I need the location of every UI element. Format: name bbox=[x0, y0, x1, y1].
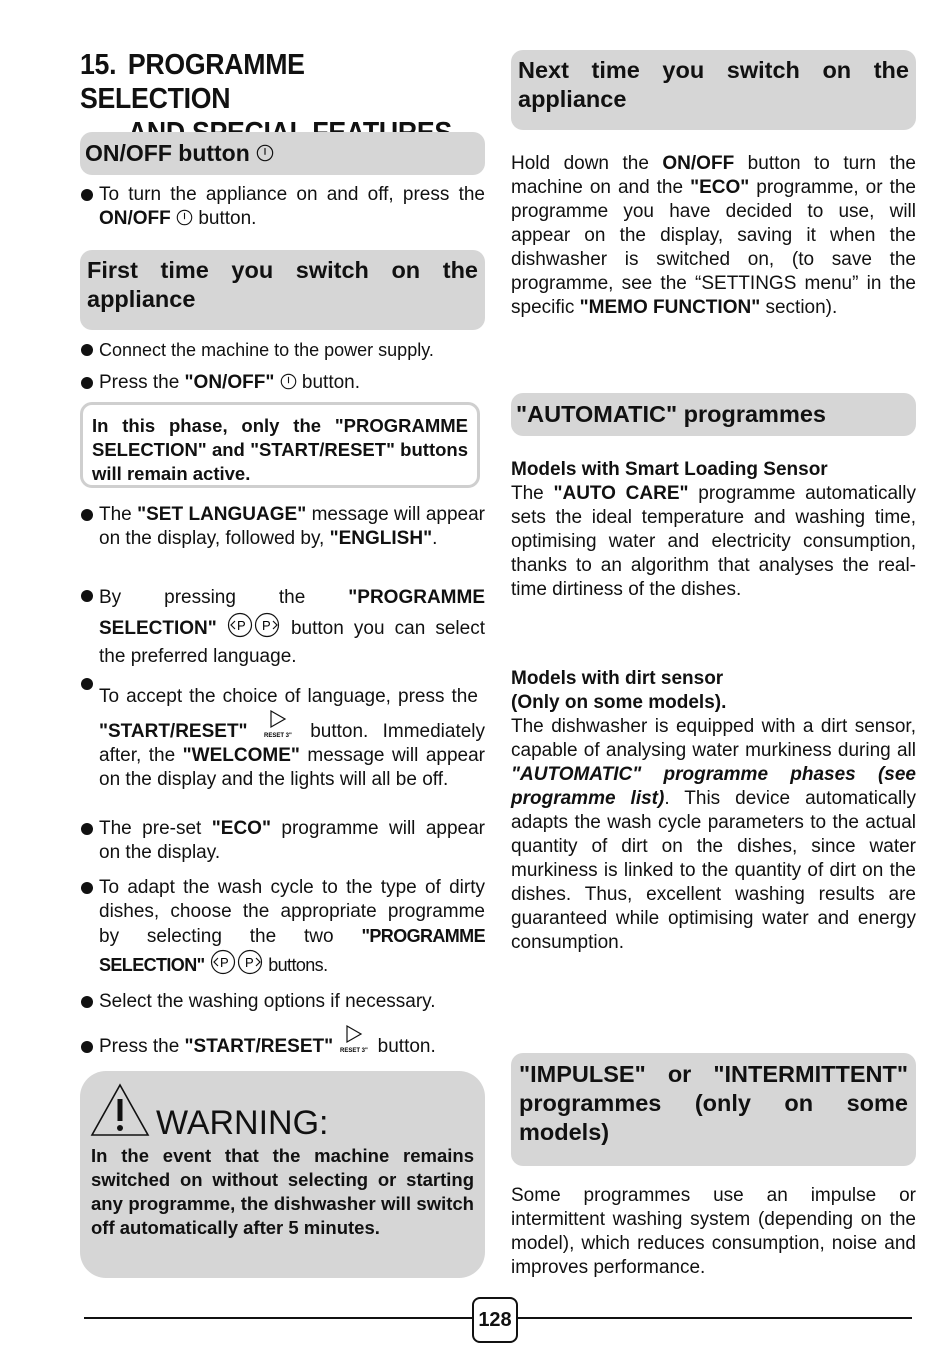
bullet-bold: "WELCOME" bbox=[182, 745, 300, 766]
warning-title: WARNING: bbox=[156, 1104, 329, 1142]
para-bold-italic: "AUTOMATIC" programme phases (see programme list) bbox=[511, 764, 916, 809]
section-title-line1: PROGRAMME SELECTION bbox=[80, 49, 305, 115]
reset-label: RESET 3" bbox=[263, 733, 292, 739]
para-text: The dishwasher is equipped with a dirt sensor, capable of analysing water murkiness during all bbox=[511, 716, 916, 761]
bullet-text: The bbox=[99, 504, 138, 525]
first-time-bullet-6 bbox=[80, 817, 485, 865]
bullet-dot bbox=[81, 823, 93, 835]
first-time-bullet-4 bbox=[80, 584, 485, 671]
automatic-sub2a: Models with dirt sensor bbox=[511, 668, 724, 689]
onoff-text: To turn the appliance on and off, press the bbox=[99, 184, 485, 205]
p-left-glyph: P bbox=[219, 955, 229, 970]
bullet-text: To adapt the wash cycle to the type of dirty dishes, choose the appropriate programme by selecting the two bbox=[99, 877, 485, 947]
bullet-text: By pressing the bbox=[99, 587, 349, 608]
first-time-bullet-3 bbox=[80, 503, 485, 551]
para-text: button to turn the machine on and the bbox=[511, 153, 916, 198]
power-icon bbox=[256, 144, 274, 162]
para-text: . This device automatically adapts the wash cycle parameters to the actual quantity of dirt on the dishes, since water murkiness is linked to the quantity of dirt on the dishes. Thus, excellent washing results are guaranteed while optimising water and energy consumption. bbox=[511, 788, 916, 953]
bullet-bold: "PROGRAMME SELECTION" bbox=[99, 587, 485, 639]
bullet-text: programme will appear on the display. bbox=[99, 818, 485, 863]
para-bold: ON/OFF bbox=[662, 153, 735, 174]
bullet-dot bbox=[81, 344, 93, 356]
section-number: 15. bbox=[80, 49, 117, 81]
bullet-dot bbox=[81, 882, 93, 894]
first-time-bullet-7 bbox=[80, 876, 485, 978]
bullet-text: The pre-set bbox=[99, 818, 212, 839]
bullet-text: Select the washing options if necessary. bbox=[99, 991, 436, 1012]
first-time-bullet-5 bbox=[80, 672, 485, 792]
footer-rule-left bbox=[84, 1317, 472, 1319]
automatic-heading-box bbox=[511, 393, 916, 436]
onoff-bullet bbox=[80, 183, 485, 231]
bullet-bold: "START/RESET" bbox=[99, 721, 248, 742]
first-time-bullet-2 bbox=[80, 371, 485, 395]
bullet-dot bbox=[81, 996, 93, 1008]
automatic-heading: "AUTOMATIC" programmes bbox=[516, 401, 826, 427]
footer-rule-right bbox=[518, 1317, 912, 1319]
onoff-bold: ON/OFF bbox=[99, 208, 171, 229]
first-time-bullet-1 bbox=[80, 338, 485, 362]
impulse-heading-box bbox=[511, 1053, 916, 1166]
para-text: Hold down the bbox=[511, 153, 663, 174]
onoff-heading: ON/OFF button bbox=[85, 140, 250, 166]
para-bold: "AUTO CARE" bbox=[553, 483, 689, 504]
p-right-glyph: P bbox=[261, 618, 271, 633]
para-text: The bbox=[511, 483, 554, 504]
warning-box bbox=[80, 1071, 485, 1278]
first-time-bullet-9 bbox=[80, 1024, 485, 1064]
next-time-heading: Next time you switch on the appliance bbox=[518, 57, 909, 112]
para-bold: "ECO" bbox=[690, 177, 750, 198]
bullet-text: message will appear on the display and the lights will all be off. bbox=[99, 745, 485, 790]
warning-text: In the event that the machine remains switched on without selecting or starting any programme, the dishwasher will switch off automatically after 5 minutes. bbox=[91, 1145, 474, 1238]
bullet-text: Press the bbox=[99, 1036, 185, 1057]
para-text: section). bbox=[760, 297, 838, 318]
page-number: 128 bbox=[472, 1297, 518, 1343]
start-reset-icon bbox=[338, 1024, 372, 1058]
bullet-text: message will appear on the display, followed by, bbox=[99, 504, 485, 549]
onoff-heading-box bbox=[80, 132, 485, 175]
p-left-glyph: P bbox=[236, 618, 246, 633]
power-icon bbox=[176, 209, 193, 226]
bullet-dot bbox=[81, 1041, 93, 1053]
bullet-dot bbox=[81, 377, 93, 389]
warning-triangle-icon bbox=[90, 1083, 150, 1137]
p-right-glyph: P bbox=[244, 955, 254, 970]
impulse-heading: "IMPULSE" or "INTERMITTENT" programmes (only on some models) bbox=[519, 1061, 908, 1145]
first-time-heading-box bbox=[80, 250, 485, 330]
bullet-bold: "ECO" bbox=[211, 818, 271, 839]
automatic-paragraph-1 bbox=[511, 482, 916, 602]
bullet-text: button. bbox=[372, 1036, 436, 1057]
first-time-bullet-8 bbox=[80, 990, 485, 1014]
bullet-text-end: button. bbox=[296, 372, 361, 393]
next-time-paragraph bbox=[511, 152, 916, 320]
first-time-heading: First time you switch on the appliance bbox=[87, 257, 478, 312]
phase-note-text: In this phase, only the "PROGRAMME SELECTION" and "START/RESET" buttons will remain active. bbox=[92, 415, 468, 484]
bullet-text: Connect the machine to the power supply. bbox=[99, 340, 434, 360]
bullet-text: To accept the choice of language, press the bbox=[99, 686, 485, 707]
bullet-text: . bbox=[432, 528, 438, 549]
bullet-dot bbox=[81, 678, 93, 690]
next-time-heading-box bbox=[511, 50, 916, 130]
bullet-dot bbox=[81, 189, 93, 201]
automatic-sub2b: (Only on some models). bbox=[511, 692, 727, 713]
start-reset-icon bbox=[262, 709, 296, 743]
phase-note bbox=[80, 402, 480, 488]
onoff-text-end: button. bbox=[193, 208, 257, 229]
para-text: programme, or the programme you have decided to use, will appear on the display, saving it when the dishwasher is switched on, (to save the programme, see the “SETTINGS menu” in the specific bbox=[511, 177, 916, 318]
bullet-bold: "SET LANGUAGE" bbox=[137, 504, 307, 525]
bullet-text: button. Immediately after, the bbox=[99, 721, 486, 766]
impulse-paragraph: Some programmes use an impulse or intermittent washing system (depending on the model), which reduces consumption, noise and improves performance. bbox=[511, 1185, 916, 1278]
bullet-text: Press the bbox=[99, 372, 185, 393]
bullet-text: buttons. bbox=[263, 955, 328, 975]
automatic-paragraph-2 bbox=[511, 715, 916, 955]
bullet-dot bbox=[81, 590, 93, 602]
para-bold: "MEMO FUNCTION" bbox=[579, 297, 761, 318]
programme-selection-icon bbox=[210, 949, 264, 975]
power-icon bbox=[280, 373, 297, 390]
bullet-bold: "ENGLISH" bbox=[329, 528, 433, 549]
programme-selection-icon bbox=[227, 612, 281, 638]
bullet-bold: "START/RESET" bbox=[184, 1036, 334, 1057]
reset-label: RESET 3" bbox=[340, 1048, 369, 1054]
bullet-bold: "ON/OFF" bbox=[184, 372, 275, 393]
bullet-dot bbox=[81, 509, 93, 521]
para-text: programme automatically sets the ideal temperature and washing time, optimising water and electricity consumption, thanks to an algorithm that analyses the real-time dirtiness of the dishes. bbox=[511, 483, 916, 600]
automatic-sub1: Models with Smart Loading Sensor bbox=[511, 459, 828, 480]
bullet-text: button you can select the preferred language. bbox=[99, 618, 485, 667]
bullet-bold: "PROGRAMME SELECTION" bbox=[99, 926, 485, 975]
